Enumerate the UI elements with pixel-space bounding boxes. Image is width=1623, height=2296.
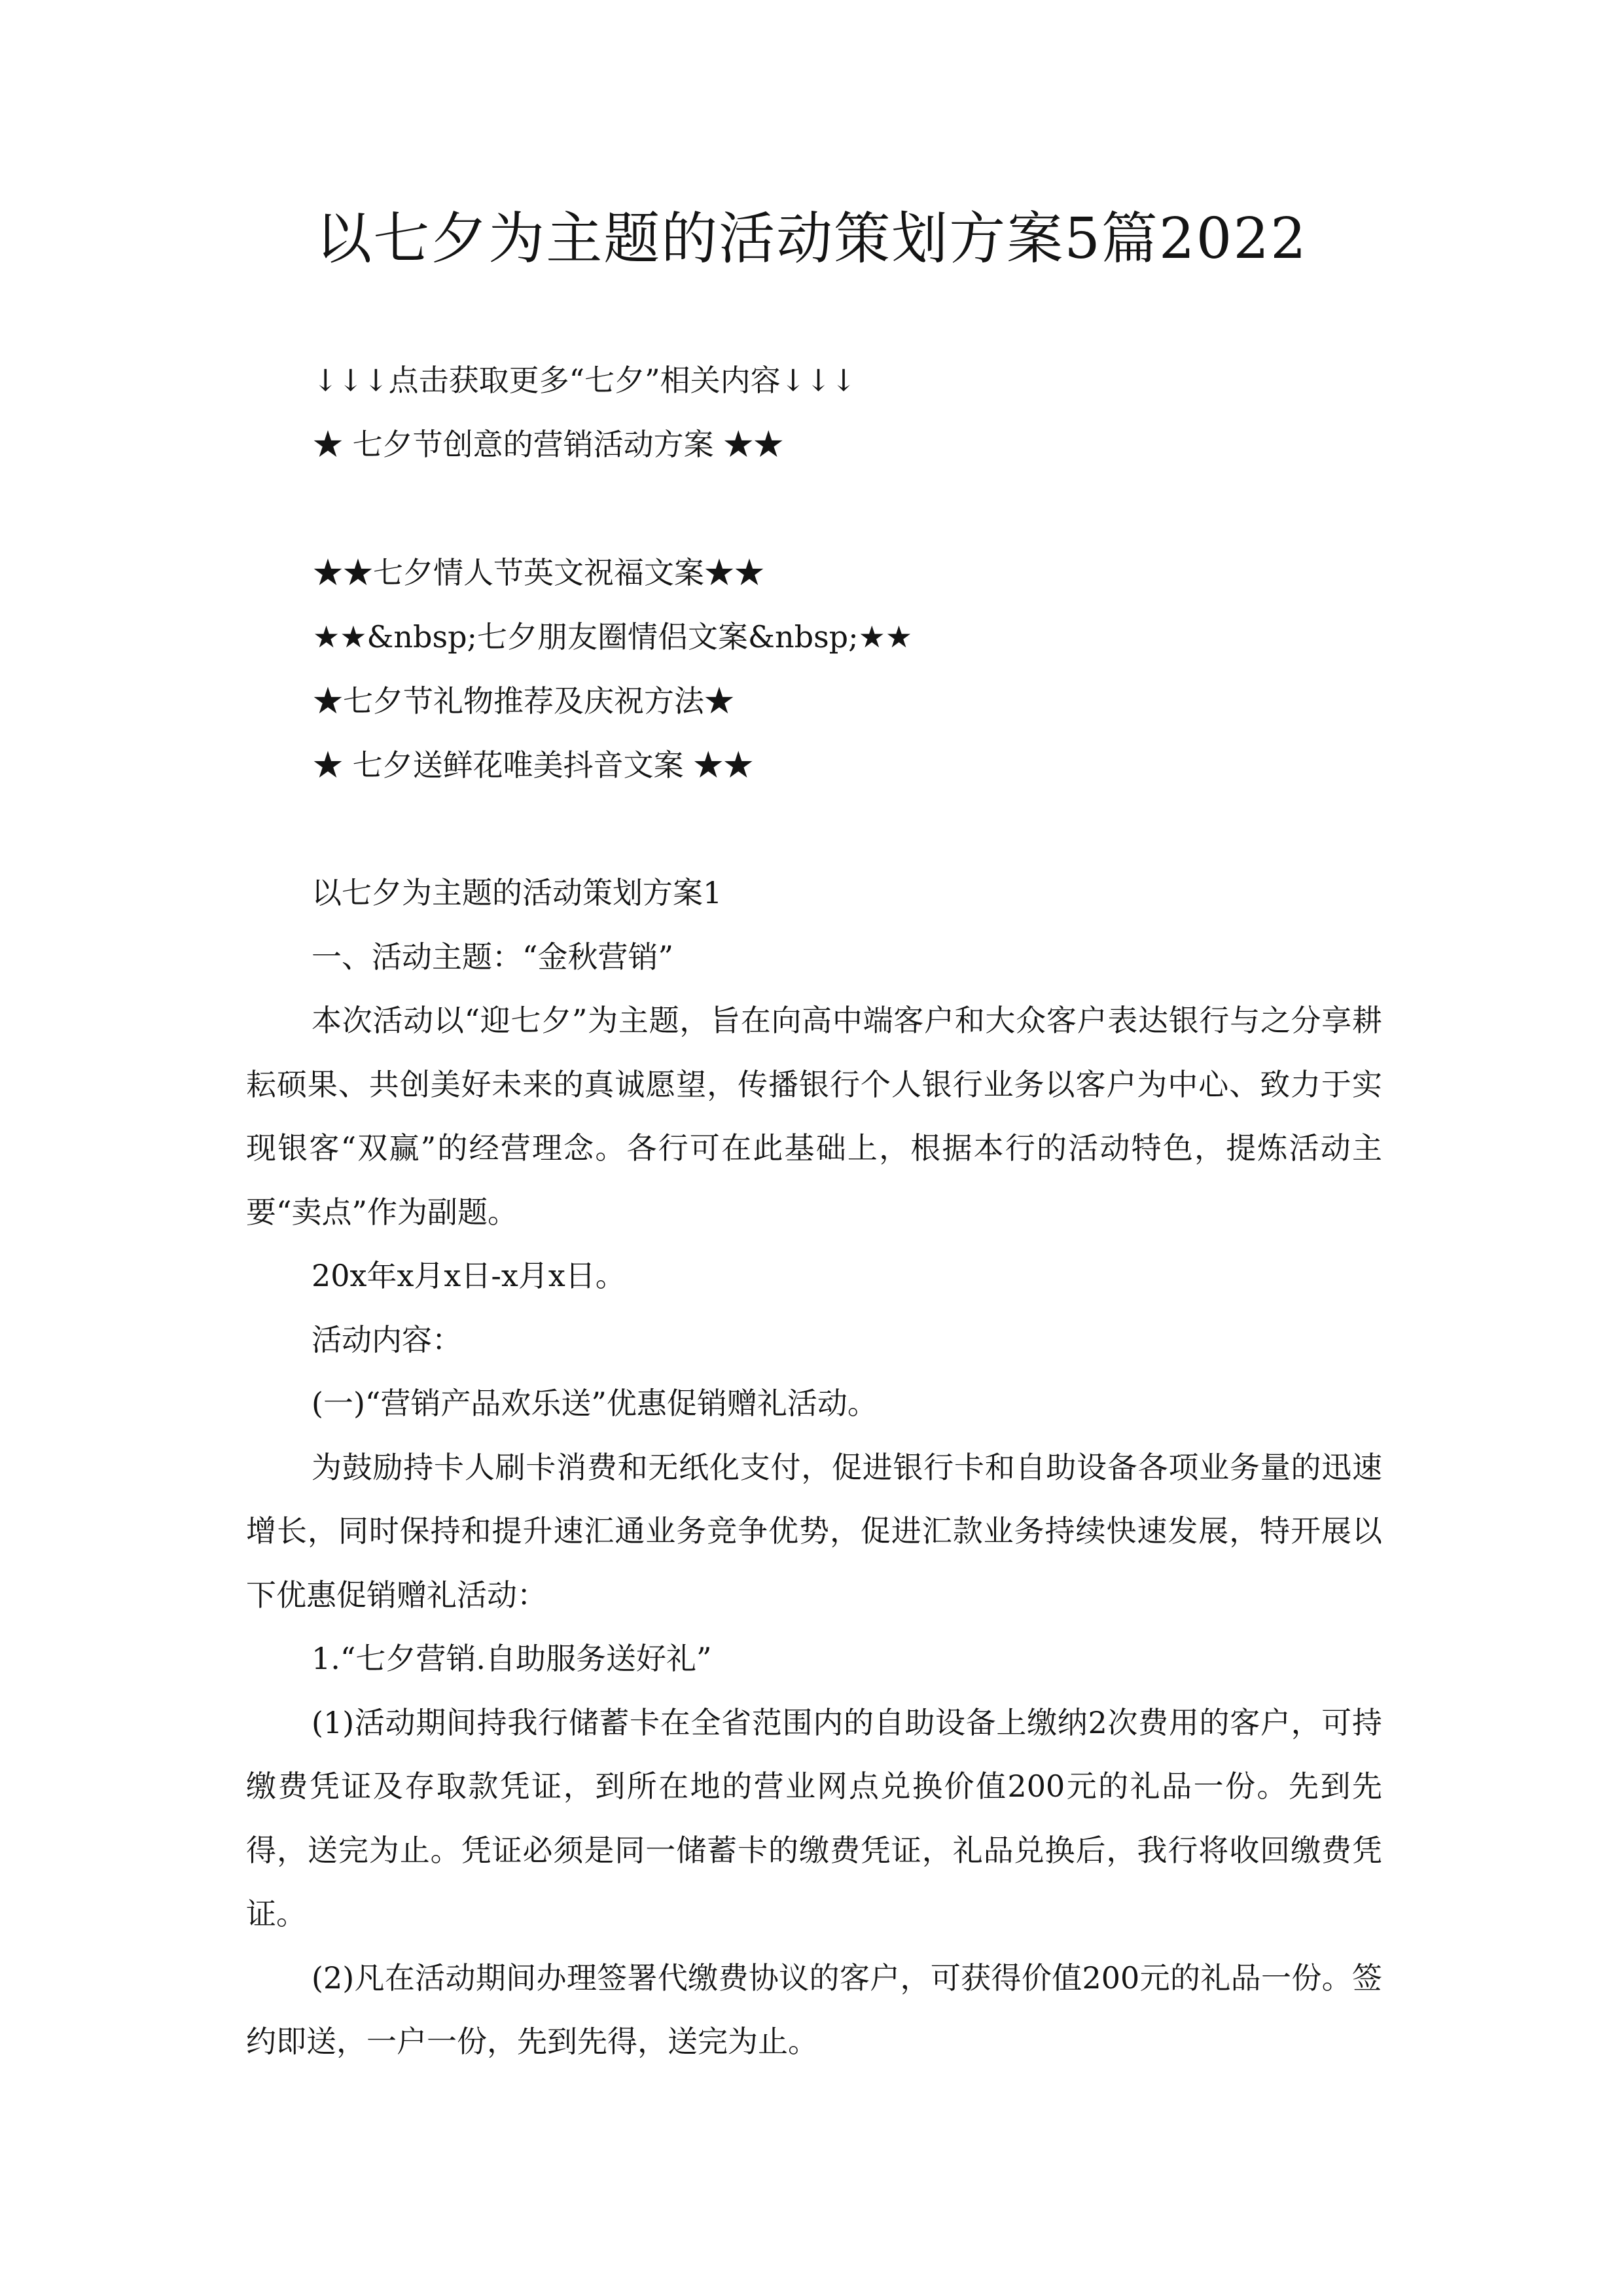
link-marketing-plan[interactable]: ★ 七夕节创意的营销活动方案 ★★	[313, 427, 784, 462]
activity-theme: 一、活动主题：“金秋营销”	[312, 939, 674, 975]
link-couple-moments[interactable]: ★★&nbsp;七夕朋友圈情侣文案&nbsp;★★	[313, 619, 913, 655]
document-title: 以七夕为主题的活动策划方案5篇2022	[315, 206, 1308, 272]
link-english-wishes[interactable]: ★★七夕情人节英文祝福文案★★	[313, 555, 764, 590]
subsection-heading: (一)“营销产品欢乐送”优惠促销赠礼活动。	[312, 1386, 878, 1421]
paragraph-item-1: (1)活动期间持我行储蓄卡在全省范围内的自助设备上缴纳2次费用的客户，可持缴费凭证及存取款凭证，到所在地的营业网点兑换价值200元的礼品一份。先到先得，送完为止。凭证必须是同一储蓄卡的缴费凭证，礼品兑换后，我行将收回缴费凭证。	[246, 1704, 1382, 1931]
paragraph-item-2: (2)凡在活动期间办理签署代缴费协议的客户，可获得价值200元的礼品一份。签约即送，一户一份，先到先得，送完为止。	[246, 1960, 1382, 2059]
item-heading: 1.“七夕营销.自助服务送好礼”	[312, 1641, 712, 1676]
link-gift-recommendations[interactable]: ★七夕节礼物推荐及庆祝方法★	[313, 683, 734, 719]
spacer	[313, 476, 1425, 541]
related-links	[313, 348, 1425, 797]
section-heading: 以七夕为主题的活动策划方案1	[312, 875, 722, 910]
activity-content-label: 活动内容：	[312, 1321, 462, 1357]
paragraph-intro: 本次活动以“迎七夕”为主题，旨在向高中端客户和大众客户表达银行与之分享耕耘硕果、共创美好未来的真诚愿望，传播银行个人银行业务以客户为中心、致力于实现银客“双赢”的经营理念。各行可在此基础上，根据本行的活动特色，提炼活动主要“卖点”作为副题。	[246, 1003, 1382, 1230]
document-body	[246, 861, 1382, 2074]
link-flower-douyin[interactable]: ★ 七夕送鲜花唯美抖音文案 ★★	[313, 747, 754, 783]
paragraph-promotion: 为鼓励持卡人刷卡消费和无纸化支付，促进银行卡和自助设备各项业务量的迅速增长，同时保持和提升速汇通业务竞争优势，促进汇款业务持续快速发展，特开展以下优惠促销赠礼活动：	[246, 1449, 1382, 1613]
related-content-banner[interactable]: ↓↓↓点击获取更多“七夕”相关内容↓↓↓	[313, 363, 857, 398]
activity-date: 20x年x月x日-x月x日。	[312, 1258, 626, 1293]
